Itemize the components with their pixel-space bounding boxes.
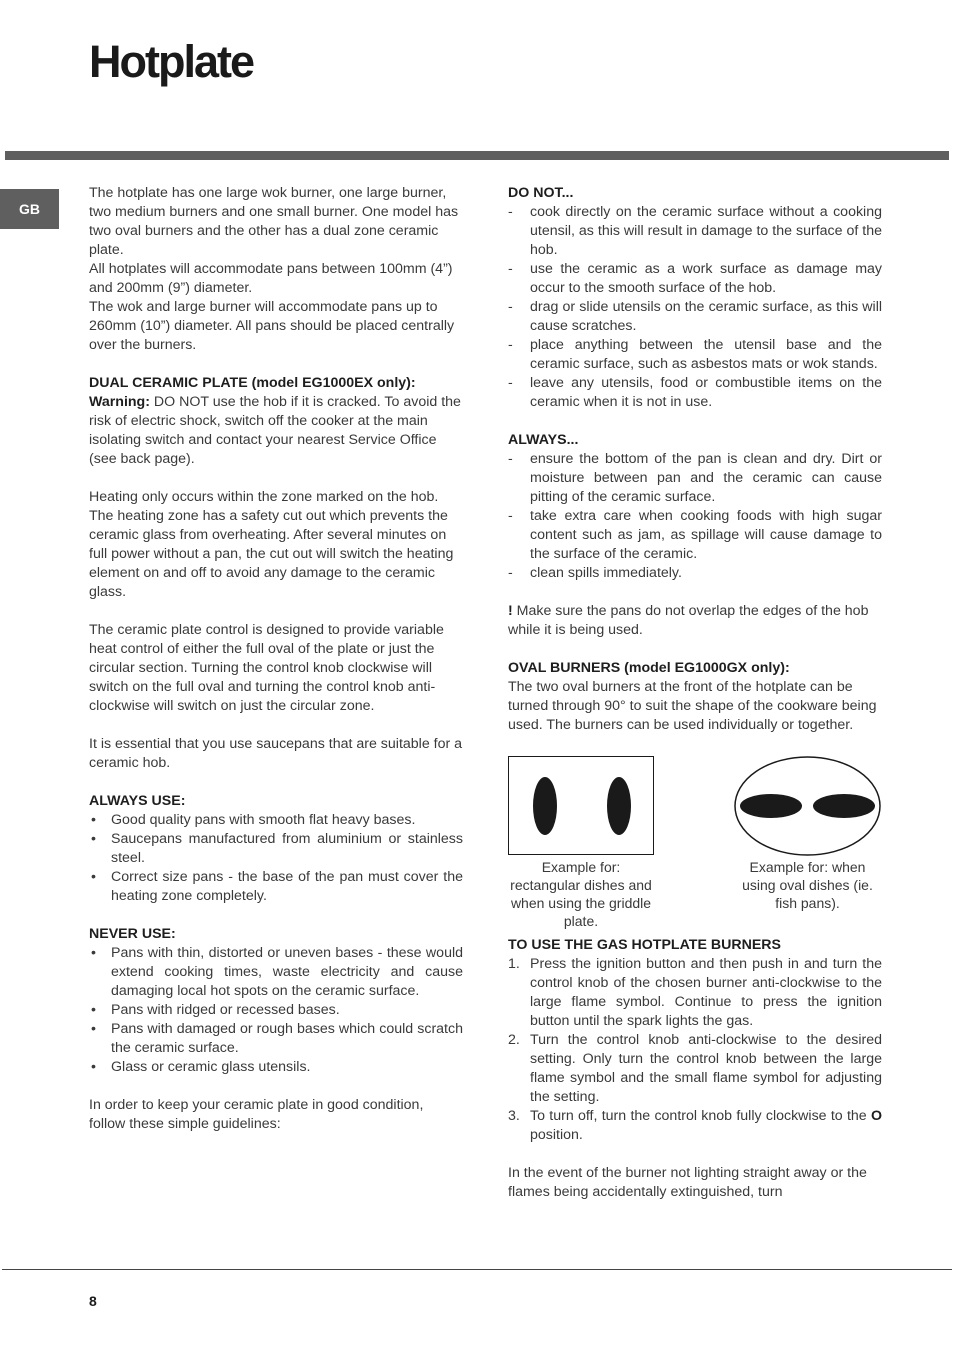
gas-burners-heading: TO USE THE GAS HOTPLATE BURNERS bbox=[508, 937, 781, 953]
step-item bbox=[508, 955, 882, 1031]
always-list bbox=[508, 450, 882, 583]
essential-paragraph: It is essential that you use saucepans that are suitable for a ceramic hob. bbox=[89, 736, 463, 771]
intro-paragraph: The wok and large burner will accommodate pans up to 260mm (10”) diameter. All pans should be placed centrally over the burners. bbox=[89, 299, 455, 353]
oval-burners-paragraph: The two oval burners at the front of the hotplate can be turned through 90° to suit the shape of the cookware being used. The burners can be used individually or together. bbox=[508, 679, 877, 733]
list-item: • Pans with damaged or rough bases which could scratch the ceramic surface. bbox=[89, 1020, 463, 1058]
always-use-heading: ALWAYS USE: bbox=[89, 793, 186, 809]
step-text-tail: position. bbox=[530, 1127, 583, 1143]
list-item: • Correct size pans - the base of the pan must cover the heating zone completely. bbox=[89, 868, 463, 906]
list-item: • Pans with ridged or recessed bases. bbox=[89, 1001, 463, 1020]
step-text: Turn the control knob anti-clockwise to the desired setting. Only turn the control knob between the large flame symbol and the small flame symbol for adjusting the setting. bbox=[530, 1032, 882, 1105]
page-number: 8 bbox=[89, 1293, 97, 1309]
step-text: To turn off, turn the control knob fully clockwise to the bbox=[530, 1108, 871, 1124]
do-not-heading: DO NOT... bbox=[508, 185, 574, 201]
always-use-list bbox=[89, 811, 463, 906]
step-item bbox=[508, 1031, 882, 1107]
overlap-note-text: Make sure the pans do not overlap the edges of the hob while it is being used. bbox=[508, 603, 869, 638]
always-heading: ALWAYS... bbox=[508, 432, 579, 448]
list-item: - use the ceramic as a work surface as damage may occur to the smooth surface of the hob. bbox=[508, 260, 882, 298]
oval-dish-figure bbox=[734, 756, 881, 856]
list-item: - cook directly on the ceramic surface without a cooking utensil, as this will result in damage to the surface of the hob. bbox=[508, 203, 882, 260]
never-use-list bbox=[89, 944, 463, 1077]
overlap-note bbox=[508, 602, 882, 640]
list-item: - drag or slide utensils on the ceramic surface, as this will cause scratches. bbox=[508, 298, 882, 336]
gas-burner-steps bbox=[508, 955, 882, 1145]
step-text: Press the ignition button and then push in and turn the control knob of the chosen burner anti-clockwise to the large flame symbol. Continue to press the ignition button until the spark lights the gas. bbox=[530, 956, 882, 1029]
do-not-list bbox=[508, 203, 882, 412]
dual-ceramic-heading: DUAL CERAMIC PLATE (model EG1000EX only): bbox=[89, 375, 416, 391]
never-use-heading: NEVER USE: bbox=[89, 926, 176, 942]
burner-figures bbox=[508, 756, 882, 936]
list-item: • Good quality pans with smooth flat heavy bases. bbox=[89, 811, 463, 830]
right-column bbox=[508, 184, 882, 1202]
step-number: 2. bbox=[508, 1032, 520, 1048]
vertical-burners-icon bbox=[509, 757, 652, 853]
list-item: - clean spills immediately. bbox=[508, 564, 882, 583]
language-tab: GB bbox=[0, 189, 59, 229]
list-item: • Glass or ceramic glass utensils. bbox=[89, 1058, 463, 1077]
intro-paragraph: The hotplate has one large wok burner, one large burner, two medium burners and one small burner. One model has two oval burners and the other has a dual zone ceramic plate. bbox=[89, 185, 459, 258]
left-column bbox=[89, 184, 463, 1134]
off-position-symbol: O bbox=[870, 1108, 882, 1124]
list-item: - ensure the bottom of the pan is clean and dry. Dirt or moisture between pan and the ceramic can cause pitting of the ceramic surface. bbox=[508, 450, 882, 507]
step-item bbox=[508, 1107, 882, 1145]
header-rule bbox=[5, 151, 949, 160]
closing-paragraph: In order to keep your ceramic plate in good condition, follow these simple guidelines: bbox=[89, 1097, 424, 1132]
footer-rule bbox=[2, 1269, 952, 1270]
list-item: • Saucepans manufactured from aluminium or stainless steel. bbox=[89, 830, 463, 868]
horizontal-burners-icon bbox=[734, 756, 881, 856]
oval-burners-heading: OVAL BURNERS (model EG1000GX only): bbox=[508, 660, 790, 676]
list-item: - take extra care when cooking foods with high sugar content such as jam, as spillage will cause damage to the surface of the ceramic. bbox=[508, 507, 882, 564]
warning-text: DO NOT use the hob if it is cracked. To avoid the risk of electric shock, switch off the cooker at the main isolating switch and contact your nearest Service Office (see back page). bbox=[89, 394, 461, 467]
list-item: - place anything between the utensil base and the ceramic surface, such as asbestos mats or wok stands. bbox=[508, 336, 882, 374]
rectangular-dish-caption: Example for: rectangular dishes and when using the griddle plate. bbox=[510, 859, 652, 929]
final-paragraph: In the event of the burner not lighting straight away or the flames being accidentally extinguished, turn bbox=[508, 1165, 867, 1200]
heating-paragraph: Heating only occurs within the zone marked on the hob. The heating zone has a safety cut out which prevents the ceramic glass from overheating. After several minutes on full power without a pan, the cut out will switch the heating element on and off to avoid any damage to the ceramic glass. bbox=[89, 489, 454, 600]
oval-dish-caption: Example for: when using oval dishes (ie. fish pans). bbox=[742, 859, 873, 911]
list-item: - leave any utensils, food or combustible items on the ceramic when it is not in use. bbox=[508, 374, 882, 412]
warning-paragraph bbox=[89, 393, 463, 469]
rectangular-dish-figure bbox=[508, 756, 654, 855]
exclamation-icon: ! bbox=[508, 603, 513, 619]
control-paragraph: The ceramic plate control is designed to provide variable heat control of either the full oval of the plate or just the circular section. Turning the control knob clockwise will switch on the full oval and turning the control knob anti-clockwise will switch on just the circular zone. bbox=[89, 622, 444, 714]
list-item: • Pans with thin, distorted or uneven bases - these would extend cooking times, waste electricity and cause damaging local hot spots on the ceramic surface. bbox=[89, 944, 463, 1001]
warning-label: Warning: bbox=[89, 394, 150, 410]
page-title: Hotplate bbox=[89, 36, 253, 87]
step-number: 1. bbox=[508, 956, 520, 972]
step-number: 3. bbox=[508, 1108, 520, 1124]
intro-paragraph: All hotplates will accommodate pans between 100mm (4”) and 200mm (9”) diameter. bbox=[89, 261, 453, 296]
